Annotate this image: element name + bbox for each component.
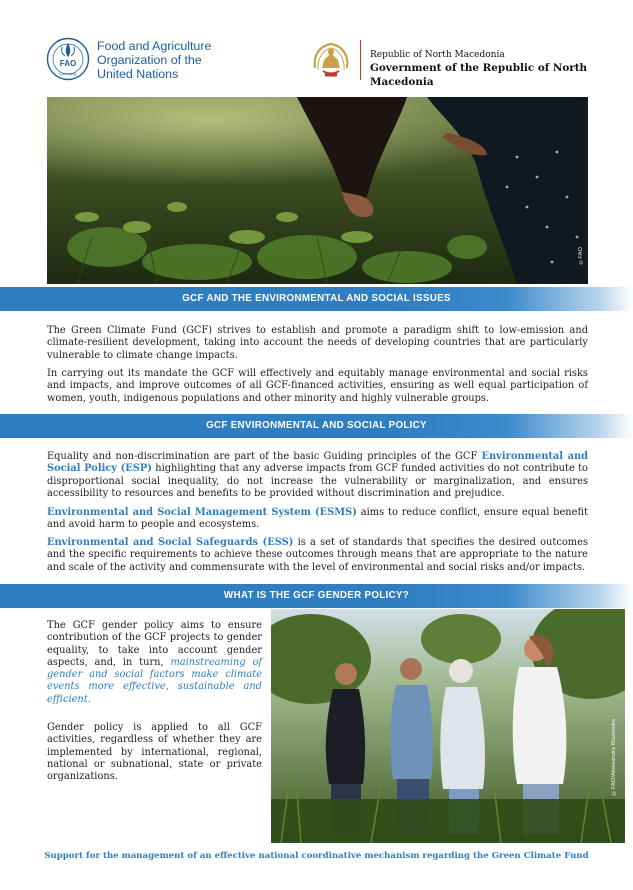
fao-name-line-2: Organization of the: [97, 53, 202, 67]
esms-text: aims to reduce conflict, ensure equal benefit and avoid harm to people and ecosystems.: [47, 507, 588, 531]
fao-logo: [46, 37, 90, 81]
paragraph-gender-aims: [47, 620, 262, 706]
fao-name-line-1: Food and Agriculture: [97, 39, 212, 53]
paragraph-gcf-intro: The Green Climate Fund (GCF) strives to establish and promote a paradigm shift to low-emission and climate-resilient development, taking into account the needs of developing countries that are particularly vulnerable to climate change impacts.: [47, 325, 588, 361]
top-photo-credit: ©FAO: [578, 247, 584, 265]
ess-highlight: Environmental and Social Safeguards (ESS): [47, 537, 294, 548]
fao-logo-text: FAO: [59, 59, 77, 68]
ess-text: is a set of standards that specifies the desired outcomes and the specific requirements to achieve these outcomes through means that are appropriate to the nature and scale of the activity and commensurate with the level of environmental and social risks and/or impacts.: [47, 537, 589, 573]
esp-text-end: highlighting that any adverse impacts from GCF funded activities do not contribute to disproportional social inequality, do not increase the vulnerability or marginalization, and ensures accessibility to resources and benefits to be provided without discrimination and prejudice.: [47, 463, 588, 499]
government-title: [370, 49, 633, 89]
page-header: [0, 0, 633, 95]
gender-aims-emphasis: mainstreaming of gender and social factors make climate events more effective, sustainable and efficient.: [47, 656, 263, 705]
paragraph-gcf-mandate: In carrying out its mandate the GCF will effectively and equitably manage environmental and social risks and impacts, and improve outcomes of all GCF-financed activities, ensuring as well equal participation of women, youth, indigenous populations and other minority and highly vulnerable groups.: [47, 368, 588, 404]
paragraph-esp: [47, 451, 588, 500]
paragraph-gender-scope: Gender policy is applied to all GCF activities, regardless of whether they are implemented by international, regional, national or subnational, state or private organizations.: [47, 722, 262, 783]
esms-highlight: Environmental and Social Management System (ESMS): [47, 507, 357, 518]
fao-name-line-3: United Nations: [97, 67, 179, 81]
government-name: Government of the Republic of North Macedonia: [370, 62, 588, 88]
paragraph-esms: [47, 507, 588, 532]
macedonia-emblem-icon: [309, 38, 353, 82]
fao-name: [97, 39, 211, 81]
paragraph-ess: [47, 537, 588, 574]
esp-highlight: Environmental and Social Policy (ESP): [47, 451, 588, 475]
section-title-environmental-policy: GCF ENVIRONMENTAL AND SOCIAL POLICY: [0, 414, 633, 438]
photo-hands-in-plants: [47, 97, 588, 284]
section-title-gcf-issues: GCF AND THE ENVIRONMENTAL AND SOCIAL ISSUES: [0, 287, 633, 311]
gender-aims-text: The GCF gender policy aims to ensure contribution of the GCF projects to gender equality, to take into account gender aspects, and, in turn,: [47, 620, 262, 668]
esp-text-start: Equality and non-discrimination are part of the basic Guiding principles of the GCF: [47, 451, 482, 462]
government-subtitle: Republic of North Macedonia: [370, 50, 505, 60]
section-title-gender-policy: WHAT IS THE GCF GENDER POLICY?: [0, 584, 633, 608]
header-divider: [360, 40, 361, 80]
footer-tagline: Support for the management of an effective national coordinative mechanism regarding the Green Climate Fund: [44, 851, 589, 861]
bottom-photo-credit: ©FAO/Aleksandra Blazevska: [611, 719, 617, 796]
photo-women-in-field: [271, 609, 625, 843]
fao-logo-motto: FIAT PANIS: [59, 72, 77, 77]
